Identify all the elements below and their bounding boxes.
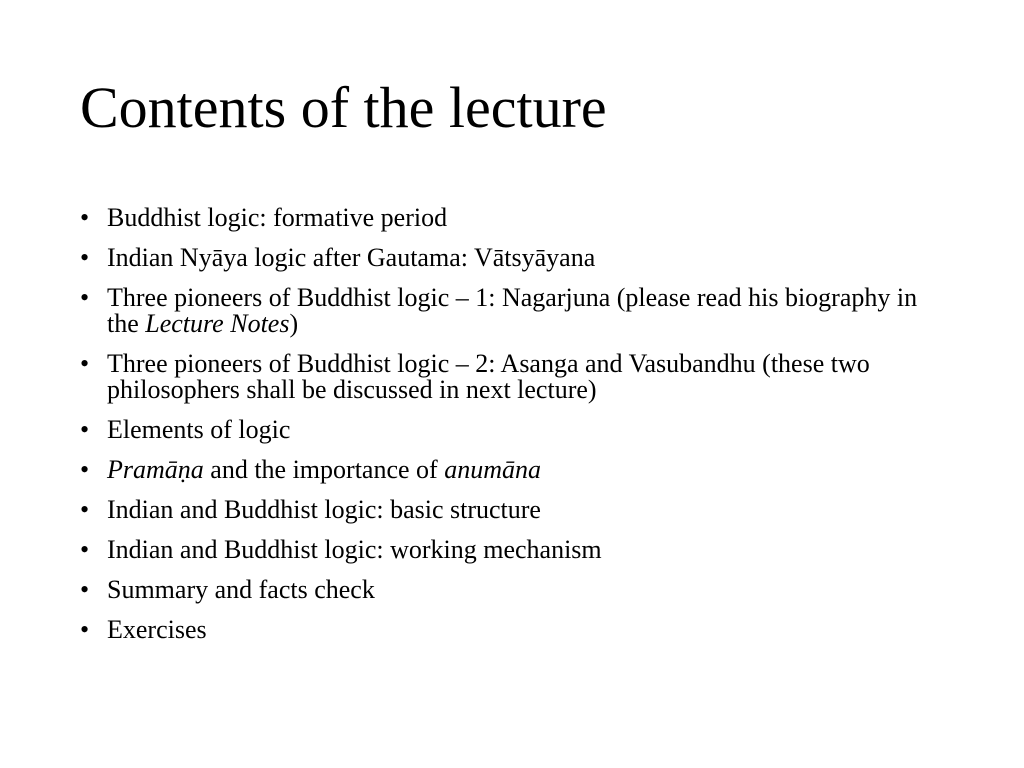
- bullet-icon: •: [80, 535, 90, 564]
- bullet-icon: •: [80, 615, 90, 644]
- list-item: [80, 497, 940, 523]
- list-item-text: Exercises: [107, 615, 207, 644]
- list-item: [80, 537, 940, 563]
- list-item-text: [107, 285, 940, 337]
- list-item: [80, 417, 940, 443]
- list-item-text: [107, 457, 940, 483]
- contents-list: [80, 205, 940, 657]
- list-item-text-part: Three pioneers of Buddhist logic – 1: Nagarjuna (please read his biography in the: [107, 283, 918, 338]
- slide-title: Contents of the lecture: [80, 75, 607, 140]
- pramana-emphasis: Pramāṇa: [107, 455, 204, 484]
- bullet-icon: •: [80, 495, 90, 524]
- list-item: [80, 577, 940, 603]
- bullet-icon: •: [80, 283, 90, 312]
- list-item-text: Elements of logic: [107, 415, 291, 444]
- list-item-text: Three pioneers of Buddhist logic – 2: Asanga and Vasubandhu (these two philosophers shall be discussed in next lecture): [107, 349, 870, 404]
- bullet-icon: •: [80, 455, 90, 484]
- list-item-text: Summary and facts check: [107, 575, 375, 604]
- bullet-icon: •: [80, 349, 90, 378]
- bullet-icon: •: [80, 203, 90, 232]
- list-item: [80, 617, 940, 643]
- list-item: [80, 245, 940, 271]
- lecture-notes-emphasis: Lecture Notes: [145, 309, 290, 338]
- list-item: [80, 285, 940, 337]
- list-item-text-part: ): [289, 309, 299, 338]
- bullet-icon: •: [80, 575, 90, 604]
- list-item-text-part: and the importance of: [203, 455, 445, 484]
- list-item: [80, 351, 940, 403]
- list-item: [80, 205, 940, 231]
- list-item: [80, 457, 940, 483]
- anumana-emphasis: anumāna: [444, 455, 541, 484]
- list-item-text: Indian and Buddhist logic: basic structure: [107, 495, 541, 524]
- list-item-text: Indian and Buddhist logic: working mechanism: [107, 535, 602, 564]
- bullet-icon: •: [80, 243, 90, 272]
- list-item-text: Buddhist logic: formative period: [107, 203, 448, 232]
- list-item-text: Indian Nyāya logic after Gautama: Vātsyāyana: [107, 243, 596, 272]
- bullet-icon: •: [80, 415, 90, 444]
